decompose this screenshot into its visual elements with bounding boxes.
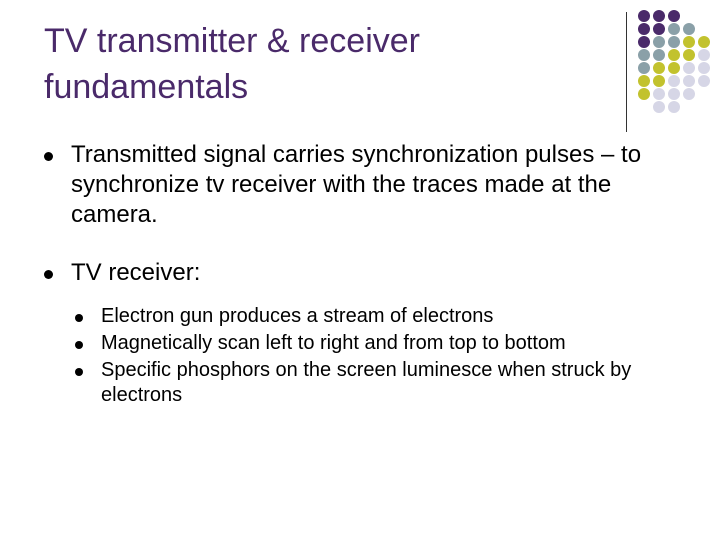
bullet-text: Transmitted signal carries synchronization pulses – to synchronize tv receiver with the traces made at the camera.	[71, 141, 642, 228]
decorative-dot	[668, 36, 680, 48]
decorative-dot	[668, 101, 680, 113]
decorative-dot	[698, 75, 710, 87]
sub-bullet-item	[71, 358, 694, 408]
decorative-dot	[653, 62, 665, 74]
decorative-dot	[668, 62, 680, 74]
bullet-text: TV receiver:	[71, 259, 201, 286]
bullet-dot-icon	[44, 152, 53, 161]
decorative-dot	[653, 101, 665, 113]
sub-bullet-text: Electron gun produces a stream of electrons	[101, 305, 494, 327]
decorative-dot	[683, 36, 695, 48]
decorative-dot	[683, 88, 695, 100]
decorative-dot	[638, 23, 650, 35]
decorative-dot	[638, 36, 650, 48]
decorative-dot	[638, 10, 650, 22]
decorative-dot	[698, 62, 710, 74]
sub-bullet-item	[71, 331, 694, 356]
sub-bullet-dot-icon	[75, 341, 83, 349]
sub-bullet-dot-icon	[75, 368, 83, 376]
decorative-dot	[683, 49, 695, 61]
decorative-dot	[653, 49, 665, 61]
decorative-dot	[653, 75, 665, 87]
bullet-item	[44, 140, 694, 230]
decorative-dot	[683, 62, 695, 74]
sub-bullet-item	[71, 304, 694, 329]
sub-bullet-dot-icon	[75, 314, 83, 322]
decorative-dot	[668, 23, 680, 35]
sub-bullet-text: Magnetically scan left to right and from top to bottom	[101, 332, 566, 354]
bullet-dot-icon	[44, 270, 53, 279]
decorative-dot	[698, 49, 710, 61]
decorative-dot	[668, 10, 680, 22]
decorative-dot	[653, 88, 665, 100]
decorative-dot-grid	[634, 10, 720, 120]
decorative-dot	[668, 75, 680, 87]
decorative-dot	[653, 36, 665, 48]
decorative-dot	[668, 88, 680, 100]
sub-bullet-text: Specific phosphors on the screen luminesce when struck by electrons	[101, 359, 632, 406]
decorative-dot	[638, 62, 650, 74]
decorative-dot	[638, 88, 650, 100]
decorative-dot	[668, 49, 680, 61]
decorative-dot	[638, 75, 650, 87]
bullet-item	[44, 258, 694, 408]
sub-bullet-list	[71, 304, 694, 408]
decorative-dot	[683, 75, 695, 87]
decorative-dot	[653, 10, 665, 22]
slide-title: TV transmitter & receiver fundamentals	[44, 22, 420, 106]
decorative-divider	[626, 12, 627, 132]
bullet-list	[44, 140, 694, 436]
decorative-dot	[683, 23, 695, 35]
decorative-dot	[638, 49, 650, 61]
decorative-dot	[653, 23, 665, 35]
decorative-dot	[698, 36, 710, 48]
